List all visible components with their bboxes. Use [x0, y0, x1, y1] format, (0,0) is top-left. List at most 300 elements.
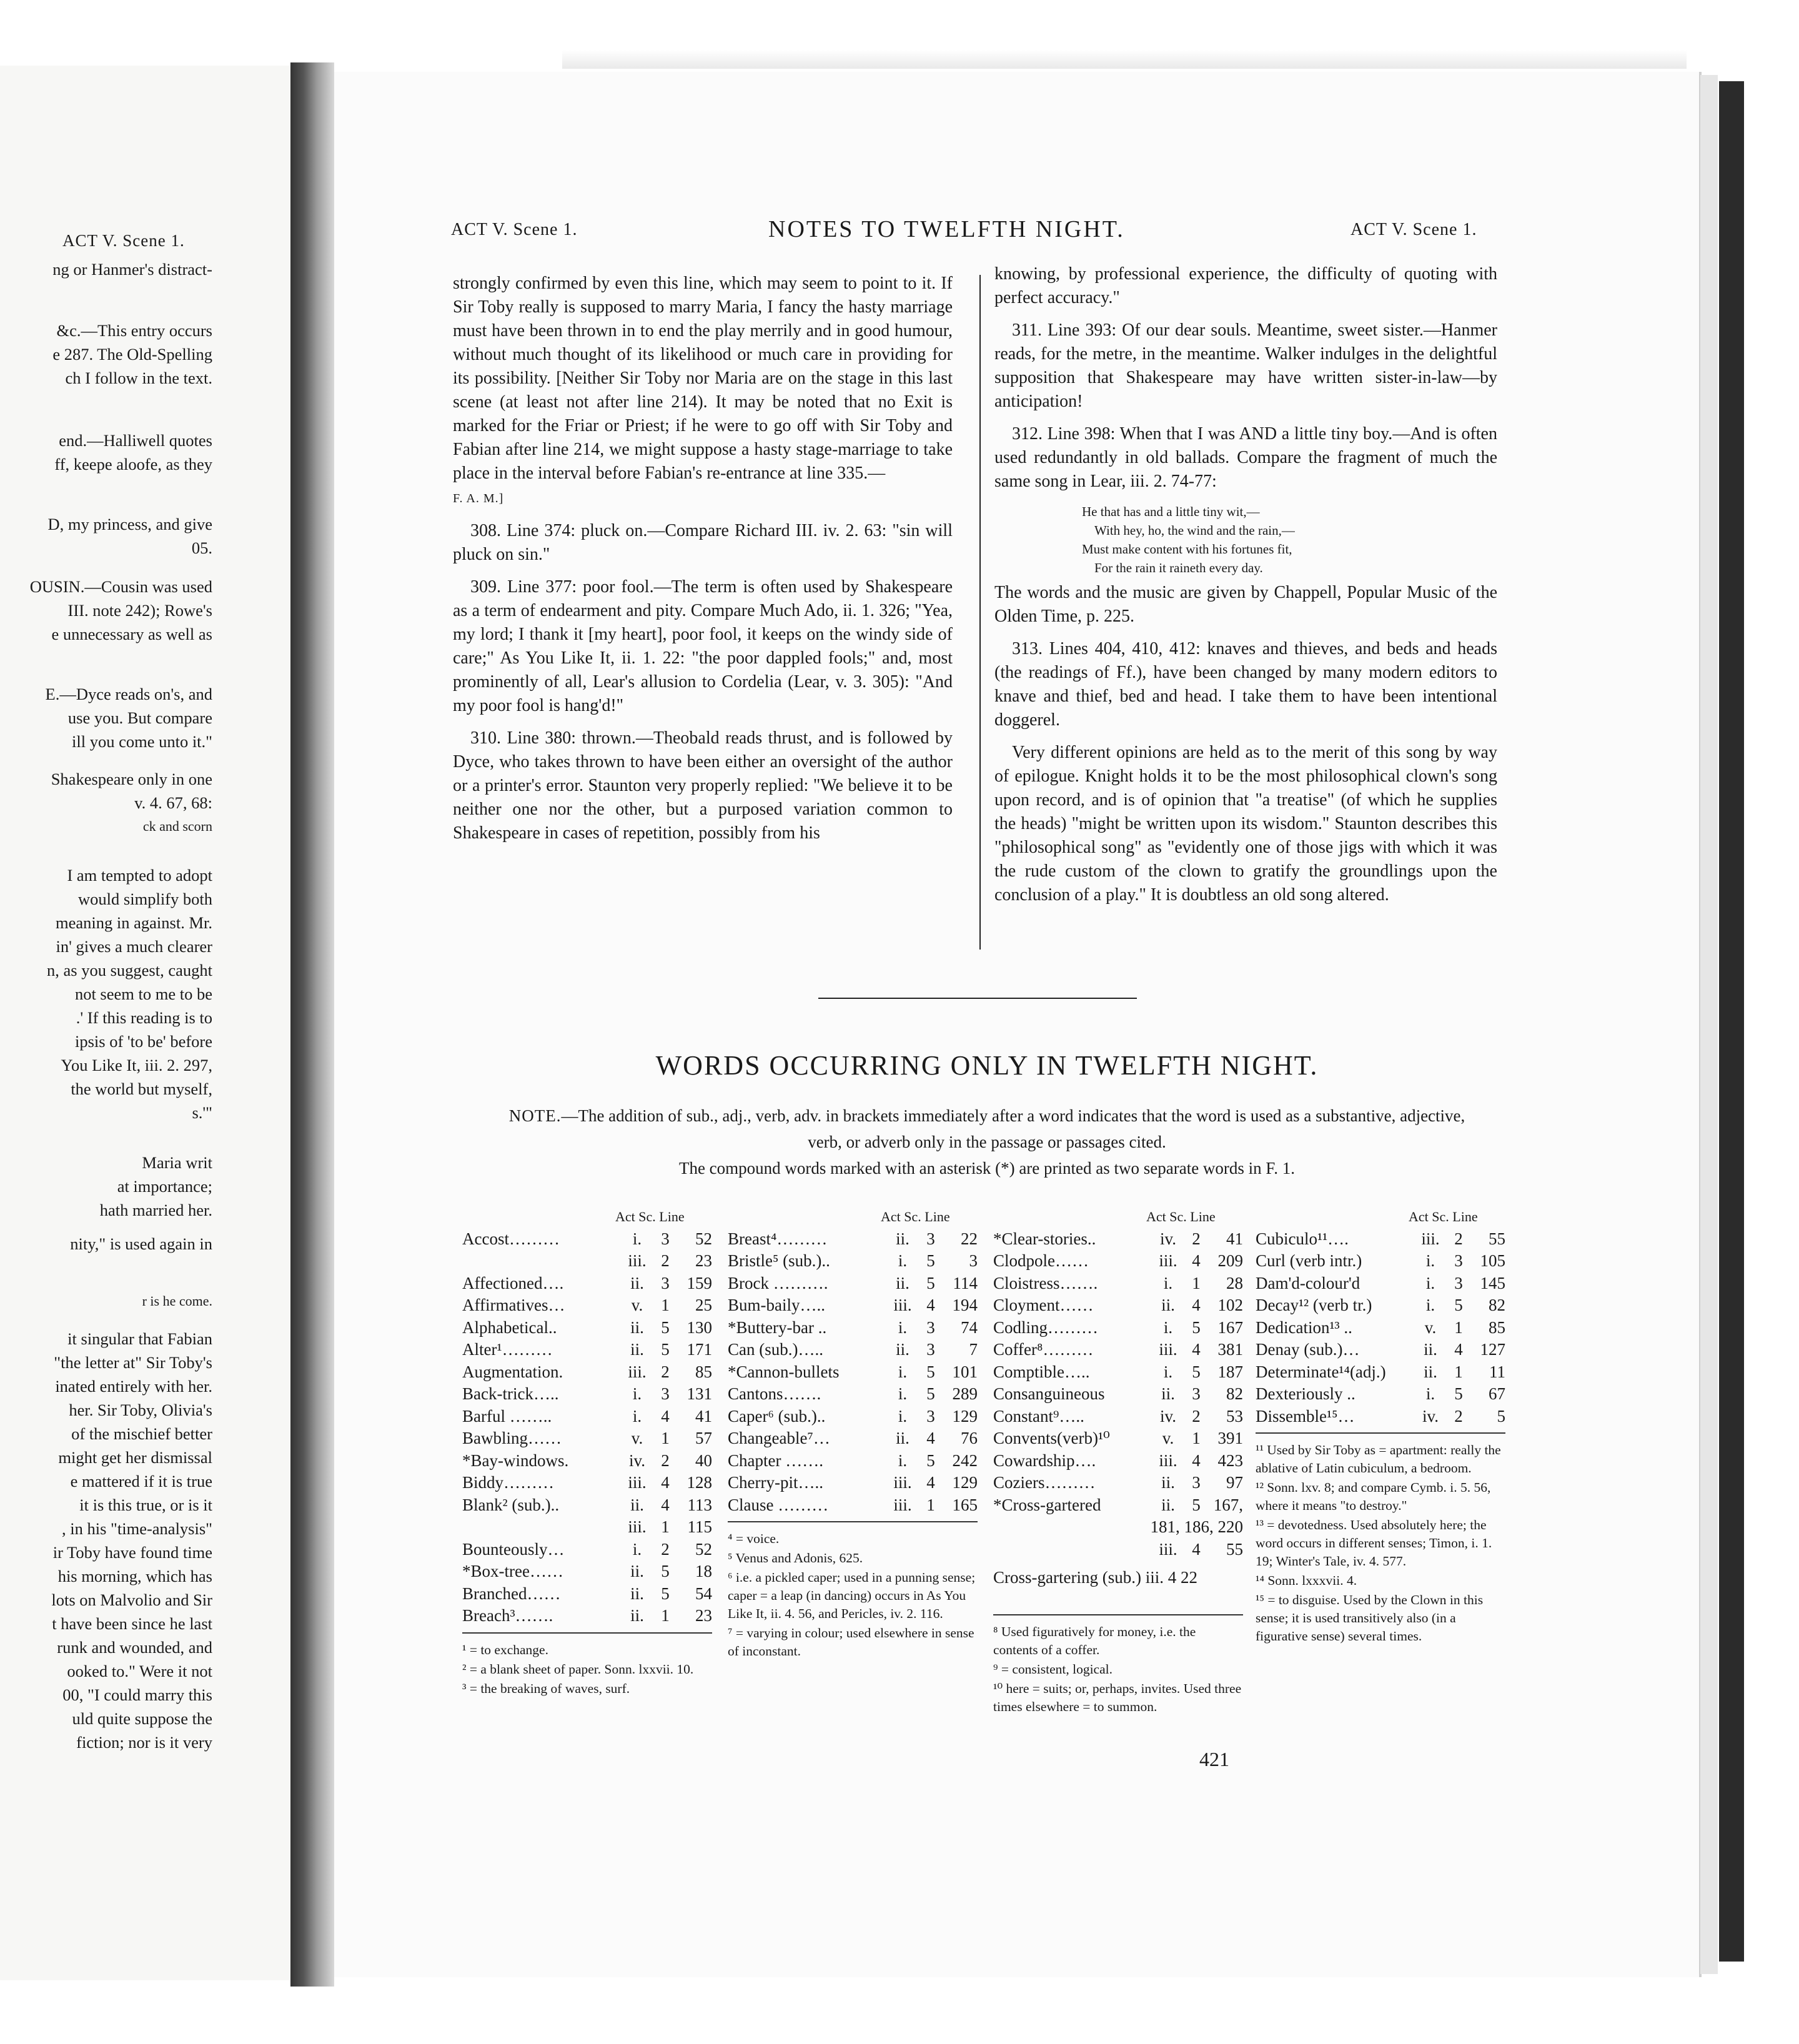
- table-row: [462, 1539, 712, 1561]
- word: *Cannon-bullets: [728, 1362, 840, 1381]
- line: 85: [695, 1362, 712, 1381]
- word: Barful ……..: [462, 1406, 552, 1426]
- word: Dam'd-colour'd: [1256, 1273, 1360, 1292]
- left-page-line: meaning in against. Mr.: [56, 913, 212, 932]
- scene: 3: [926, 1317, 935, 1337]
- scene: 4: [1192, 1539, 1201, 1559]
- scene: 5: [926, 1251, 935, 1270]
- left-page-line: III. note 242); Rowe's: [67, 601, 212, 620]
- left-page-line: use you. But compare: [67, 708, 212, 727]
- table-row: [462, 1427, 712, 1450]
- line: 40: [695, 1451, 712, 1470]
- scene: 1: [926, 1495, 935, 1514]
- line: 82: [1489, 1296, 1505, 1314]
- act: iv.: [1160, 1406, 1176, 1426]
- table-row: [462, 1250, 712, 1273]
- left-page-line: Maria writ: [142, 1153, 212, 1172]
- act: i.: [898, 1317, 908, 1337]
- footnote-rule: [728, 1521, 978, 1522]
- word: Changeable⁷…: [728, 1429, 830, 1447]
- line: 165: [952, 1495, 978, 1514]
- poem-line: He that has and a little tiny wit,—: [1082, 504, 1260, 519]
- footnote: ⁷ = varying in colour; used elsewhere in sense of inconstant.: [728, 1625, 974, 1659]
- left-page-line: , in his "time-analysis": [62, 1519, 212, 1538]
- scene: 1: [661, 1517, 670, 1536]
- word: Accost………: [462, 1229, 560, 1248]
- word: *Bay-windows.: [462, 1451, 569, 1470]
- scene: 2: [661, 1251, 670, 1270]
- footnotes-4: [1256, 1441, 1505, 1645]
- scene: 3: [661, 1384, 670, 1403]
- footnote: ⁸ Used figuratively for money, i.e. the contents of a coffer.: [993, 1624, 1196, 1657]
- table-header: Act Sc. Line: [881, 1209, 950, 1224]
- table-row: [462, 1605, 712, 1627]
- line: 127: [1480, 1340, 1505, 1359]
- table-row: [1256, 1294, 1505, 1317]
- scene: 5: [926, 1451, 935, 1470]
- scene: 4: [1454, 1340, 1463, 1359]
- word: Caper⁶ (sub.)..: [728, 1406, 826, 1426]
- word-list-2: [728, 1228, 978, 1517]
- table-row: [993, 1250, 1243, 1273]
- left-page-line: ff, keepe aloofe, as they: [54, 455, 212, 474]
- table-row: [1256, 1383, 1505, 1406]
- word: Denay (sub.)…: [1256, 1340, 1360, 1359]
- line: 25: [695, 1296, 712, 1314]
- line: 55: [1226, 1539, 1243, 1559]
- table-row: [728, 1406, 978, 1428]
- table-row: [993, 1450, 1243, 1472]
- word: Consanguineous: [993, 1384, 1105, 1403]
- left-page-line: fiction; nor is it very: [76, 1733, 212, 1752]
- act: ii.: [630, 1340, 644, 1359]
- act: i.: [1425, 1296, 1435, 1314]
- word: Back-trick…..: [462, 1384, 559, 1403]
- word: Constant⁹…..: [993, 1406, 1084, 1426]
- line: 82: [1226, 1384, 1243, 1403]
- line: 97: [1226, 1473, 1243, 1492]
- scene: 3: [1192, 1384, 1201, 1403]
- word: Curl (verb intr.): [1256, 1251, 1362, 1270]
- scene: 5: [926, 1384, 935, 1403]
- left-page-line: inated entirely with her.: [55, 1377, 212, 1396]
- line: 74: [961, 1317, 978, 1337]
- act: ii.: [630, 1273, 644, 1292]
- left-page-line: OUSIN.—Cousin was used: [29, 577, 212, 596]
- line: 85: [1489, 1317, 1505, 1337]
- footnote: ¹ = to exchange.: [462, 1642, 548, 1657]
- line: 130: [686, 1317, 712, 1337]
- word: Brock ……….: [728, 1273, 828, 1292]
- word: Alter¹………: [462, 1340, 553, 1359]
- act: ii.: [630, 1495, 644, 1514]
- words-note: [500, 1103, 1474, 1181]
- line: 3: [969, 1251, 978, 1270]
- table-row: [728, 1250, 978, 1273]
- word: Breach³…….: [462, 1606, 553, 1625]
- act: v.: [1162, 1429, 1174, 1447]
- act: ii.: [1161, 1495, 1175, 1514]
- table-row: [728, 1361, 978, 1384]
- left-page-line: nity," is used again in: [70, 1234, 212, 1253]
- left-page-line: it is this true, or is it: [79, 1496, 212, 1514]
- line: 28: [1226, 1273, 1243, 1292]
- left-page-line: might get her dismissal: [58, 1448, 212, 1467]
- word: [462, 1250, 618, 1273]
- footnote: ⁹ = consistent, logical.: [993, 1661, 1113, 1677]
- left-page-line: it singular that Fabian: [67, 1329, 212, 1348]
- word-list-3: [993, 1228, 1243, 1494]
- footnote: ⁵ Venus and Adonis, 625.: [728, 1550, 863, 1565]
- scene: 5: [1192, 1317, 1201, 1337]
- footnote: ⁶ i.e. a pickled caper; used in a punning sense; caper = a leap (in dancing) occurs in As You Like It, ii. 4. 56, and Pericles, iv. 2. 116.: [728, 1570, 976, 1621]
- left-page-line: e mattered if it is true: [70, 1472, 212, 1491]
- left-page-line: lots on Malvolio and Sir: [51, 1590, 212, 1609]
- left-page-line: ipsis of 'to be' before: [74, 1032, 212, 1051]
- table-row: [1256, 1339, 1505, 1361]
- word: Convents(verb)¹⁰: [993, 1429, 1110, 1447]
- left-page-line: the world but myself,: [71, 1079, 212, 1098]
- line: 423: [1217, 1451, 1243, 1470]
- line: 67: [1489, 1384, 1505, 1403]
- scene: 3: [926, 1340, 935, 1359]
- table-row: [993, 1317, 1243, 1339]
- line: 41: [695, 1406, 712, 1426]
- line: 41: [1226, 1229, 1243, 1248]
- scene: 3: [926, 1406, 935, 1426]
- footnote: ¹⁰ here = suits; or, perhaps, invites. Used three times elsewhere = to summon.: [993, 1680, 1242, 1714]
- scene: 1: [661, 1296, 670, 1314]
- scene: 3: [926, 1229, 935, 1248]
- footnote: ¹⁵ = to disguise. Used by the Clown in this sense; it is used transitively also (in a figurative sense) several times.: [1256, 1592, 1484, 1644]
- table-row: [993, 1361, 1243, 1384]
- act: iii.: [628, 1362, 647, 1381]
- word: Dexteriously ..: [1256, 1384, 1355, 1403]
- act: i.: [632, 1229, 642, 1248]
- scene: 5: [1454, 1384, 1463, 1403]
- table-row: [462, 1450, 712, 1472]
- table-row: [993, 1294, 1243, 1317]
- word: Decay¹² (verb tr.): [1256, 1296, 1372, 1314]
- scene: 2: [1454, 1406, 1463, 1426]
- act: ii.: [1161, 1384, 1175, 1403]
- table-row: [728, 1450, 978, 1472]
- word-table-3: [993, 1206, 1243, 1717]
- line: 289: [952, 1384, 978, 1403]
- line: 52: [695, 1229, 712, 1248]
- section-separator: [818, 998, 1137, 999]
- act: ii.: [1424, 1362, 1437, 1381]
- act: i.: [1163, 1317, 1173, 1337]
- table-row: [993, 1273, 1243, 1295]
- line: 167,: [1213, 1495, 1243, 1514]
- word: Biddy………: [462, 1473, 555, 1492]
- scene: 2: [1192, 1229, 1201, 1248]
- table-row: [462, 1361, 712, 1384]
- scene: 1: [1454, 1362, 1463, 1381]
- table-row: Cross-gartering (sub.) iii. 4 22: [993, 1568, 1197, 1587]
- table-row: [993, 1494, 1243, 1517]
- book-gutter: [290, 62, 334, 1987]
- word: Cantons…….: [728, 1384, 821, 1403]
- table-row: [462, 1583, 712, 1605]
- scene: 5: [926, 1362, 935, 1381]
- line: 105: [1480, 1251, 1505, 1270]
- act: v.: [631, 1429, 643, 1447]
- table-row: [993, 1406, 1243, 1428]
- word: Determinate¹⁴(adj.): [1256, 1362, 1386, 1381]
- table-row: [462, 1406, 712, 1428]
- scene: 1: [661, 1606, 670, 1625]
- word: Affectioned….: [462, 1273, 564, 1292]
- line: 53: [1226, 1406, 1243, 1426]
- note-313: 313. Lines 404, 410, 412: knaves and thieves, and beds and heads (the readings of Ff.), have been changed by many modern editors to knave and thief, bed and head. I take them to have been intentional doggerel.: [994, 639, 1497, 730]
- left-page-line: would simplify both: [78, 890, 212, 908]
- act: i.: [1425, 1251, 1435, 1270]
- line: 22: [961, 1229, 978, 1248]
- line: 242: [952, 1451, 978, 1470]
- scene: 4: [661, 1406, 670, 1426]
- line: 76: [961, 1429, 978, 1447]
- act: i.: [898, 1251, 908, 1270]
- table-row: [728, 1294, 978, 1317]
- table-row: [728, 1472, 978, 1494]
- scene: 3: [661, 1229, 670, 1248]
- running-head-right: ACT V. Scene 1.: [1350, 220, 1477, 239]
- act: iv.: [1160, 1229, 1176, 1248]
- act: ii.: [1161, 1296, 1175, 1314]
- scene: 5: [1454, 1296, 1463, 1314]
- scene: 3: [1454, 1251, 1463, 1270]
- left-page-line: e unnecessary as well as: [51, 625, 212, 643]
- word: Cowardship….: [993, 1451, 1096, 1470]
- act: i.: [1163, 1273, 1173, 1292]
- act: i.: [1425, 1384, 1435, 1403]
- word-list-4: [1256, 1228, 1505, 1428]
- line: 167: [1217, 1317, 1243, 1337]
- word-list-1: [462, 1228, 712, 1627]
- act: i.: [632, 1406, 642, 1426]
- word: Affirmatives…: [462, 1296, 565, 1314]
- footnote: ¹³ = devotedness. Used absolutely here; the word occurs in different senses; Timon, i. 1. 19; Winter's Tale, iv. 4. 577.: [1256, 1517, 1492, 1569]
- table-row: [462, 1383, 712, 1406]
- left-page-line: in' gives a much clearer: [56, 937, 212, 956]
- word: Breast⁴………: [728, 1229, 828, 1248]
- act: iii.: [628, 1251, 647, 1270]
- act: ii.: [630, 1562, 644, 1580]
- left-running-head: ACT V. Scene 1.: [62, 231, 185, 250]
- word: Coffer⁸………: [993, 1340, 1094, 1359]
- page-stack-edge: [1700, 75, 1718, 1974]
- footnotes-3: [993, 1623, 1243, 1716]
- note-continuation: strongly confirmed by even this line, which may seem to point to it. If Sir Toby really is supposed to marry Maria, I fancy the hasty marriage must have been thrown in to end the play merrily and in good humour, without much thought of its likelihood or much care in providing for its possibility. [Neither Sir Toby nor Maria are on the stage in this last scene (at least not after line 214). It may be noted that no Exit is marked for the Friar or Priest; if he were to go off with Sir Toby and Fabian after line 214, we might suppose a hasty stage-marriage to take place in the interval before Fabian's re-entrance at line 335.—: [453, 274, 953, 483]
- table-row: [462, 1516, 712, 1539]
- table-row: [728, 1427, 978, 1450]
- act: ii.: [1161, 1473, 1175, 1492]
- scene: 5: [661, 1340, 670, 1359]
- words-title: WORDS OCCURRING ONLY IN TWELFTH NIGHT.: [655, 1050, 1319, 1081]
- line: 113: [687, 1495, 712, 1514]
- scene: 2: [661, 1451, 670, 1470]
- left-page-line: runk and wounded, and: [57, 1638, 212, 1657]
- act: ii.: [896, 1429, 909, 1447]
- scene: 4: [1192, 1251, 1201, 1270]
- page-number: 421: [1199, 1748, 1229, 1770]
- running-head-left: ACT V. Scene 1.: [451, 220, 578, 239]
- left-page-line: ir Toby have found time: [52, 1543, 212, 1562]
- act: iii.: [1421, 1229, 1440, 1248]
- table-row: [462, 1560, 712, 1583]
- act: i.: [1163, 1362, 1173, 1381]
- word: Cloistress…….: [993, 1273, 1098, 1292]
- act: iii.: [1159, 1251, 1177, 1270]
- line: 181, 186, 220: [1150, 1517, 1243, 1536]
- scene: 3: [1454, 1273, 1463, 1292]
- left-page-line: ch I follow in the text.: [65, 369, 212, 387]
- footnote: ¹⁴ Sonn. lxxxvii. 4.: [1256, 1573, 1357, 1588]
- line: 145: [1480, 1273, 1505, 1292]
- table-row: [462, 1228, 712, 1251]
- word: Can (sub.)…..: [728, 1340, 823, 1359]
- table-row: [993, 1539, 1243, 1561]
- left-page-line: s.'": [192, 1103, 212, 1122]
- act: i.: [632, 1539, 642, 1559]
- left-page-line: ill you come unto it.": [71, 732, 212, 751]
- word: Cubiculo¹¹….: [1256, 1229, 1349, 1248]
- act: iii.: [628, 1473, 647, 1492]
- note-312-cont: The words and the music are given by Chappell, Popular Music of the Olden Time, p. 225.: [994, 583, 1497, 626]
- scene: 2: [661, 1362, 670, 1381]
- line: 101: [952, 1362, 978, 1381]
- table-row: [1256, 1361, 1505, 1384]
- left-page-line: "the letter at" Sir Toby's: [54, 1353, 212, 1372]
- table-row: [728, 1383, 978, 1406]
- line: 128: [686, 1473, 712, 1492]
- scene: 3: [661, 1273, 670, 1292]
- scene: 2: [1192, 1406, 1201, 1426]
- table-row: [993, 1427, 1243, 1450]
- scene: 4: [661, 1473, 670, 1492]
- act: i.: [1425, 1273, 1435, 1292]
- poem-line: With hey, ho, the wind and the rain,—: [1094, 523, 1295, 538]
- table-row: [993, 1228, 1243, 1251]
- word: *Clear-stories..: [993, 1229, 1096, 1248]
- left-page-line: Shakespeare only in one: [51, 770, 212, 788]
- word: Blank² (sub.)..: [462, 1495, 560, 1514]
- act: iii.: [1159, 1539, 1177, 1559]
- left-page-line: uld quite suppose the: [72, 1709, 212, 1728]
- word: Clause ………: [728, 1495, 829, 1514]
- table-row: [462, 1339, 712, 1361]
- act: iv.: [629, 1451, 645, 1470]
- left-page-line: v. 4. 67, 68:: [134, 793, 212, 812]
- notes-column-1: [453, 272, 953, 854]
- footnote: ⁴ = voice.: [728, 1531, 780, 1546]
- table-row: [728, 1273, 978, 1295]
- scene: 4: [926, 1429, 935, 1447]
- word: Bounteously…: [462, 1539, 565, 1559]
- line: 115: [687, 1517, 712, 1536]
- footnote: ¹² Sonn. lxv. 8; and compare Cymb. i. 5. 56, where it means "to destroy.": [1256, 1480, 1491, 1513]
- table-row: [462, 1294, 712, 1317]
- line: 381: [1217, 1340, 1243, 1359]
- left-page-line: E.—Dyce reads on's, and: [45, 685, 212, 703]
- note-text: —The addition of sub., adj., verb, adv. in brackets immediately after a word indicates that the word is used as a substantive, adjective, verb, or adverb only in the passage or passages cited.: [561, 1106, 1465, 1151]
- note-309: 309. Line 377: poor fool.—The term is often used by Shakespeare as a term of endearment and pity. Compare Much Ado, ii. 1. 326; "Yea, my lord; I thank it [my heart], poor fool, it keeps on the windy side of care;" As You Like It, ii. 1. 22: "the poor dappled fools;" and, most prominently of all, Lear's allusion to Cordelia (Lear, v. 3. 305): "And my poor fool is hang'd!": [453, 577, 953, 715]
- word: Bawbling……: [462, 1429, 562, 1447]
- table-header: Act Sc. Line: [1409, 1209, 1478, 1224]
- table-row: [728, 1228, 978, 1251]
- act: v.: [1424, 1317, 1437, 1337]
- table-row: [1256, 1317, 1505, 1339]
- word: *Buttery-bar ..: [728, 1317, 827, 1337]
- table-row: [462, 1273, 712, 1295]
- left-page-line: r is he come.: [142, 1293, 212, 1309]
- table-row: [1256, 1228, 1505, 1251]
- table-row: [1256, 1406, 1505, 1428]
- note-310: 310. Line 380: thrown.—Theobald reads thrust, and is followed by Dyce, who takes thrown to have been either an oversight of the author or a printer's error. Staunton very properly replied: "We believe it to be neither one nor the other, but a purposed variation common to Shakespeare in cases of repetition, possibly from his: [453, 728, 953, 843]
- table-row: [993, 1339, 1243, 1361]
- table-row: [993, 1383, 1243, 1406]
- act: iv.: [1422, 1406, 1439, 1426]
- word: Codling………: [993, 1317, 1099, 1337]
- word: *Box-tree……: [462, 1562, 563, 1580]
- table-row: [1256, 1273, 1505, 1295]
- left-page-line: at importance;: [117, 1177, 212, 1196]
- note-312: 312. Line 398: When that I was AND a little tiny boy.—And is often used redundantly in old ballads. Compare the fragment of much the same song in Lear, iii. 2. 74-77:: [994, 424, 1497, 491]
- scene: 5: [661, 1584, 670, 1603]
- word: Dedication¹³ ..: [1256, 1317, 1352, 1337]
- table-header: Act Sc. Line: [1146, 1209, 1216, 1224]
- left-page-line: ng or Hanmer's distract-: [52, 260, 212, 279]
- line: 7: [969, 1340, 978, 1359]
- line: 102: [1217, 1296, 1243, 1314]
- scene: 1: [1454, 1317, 1463, 1337]
- act: ii.: [630, 1317, 644, 1337]
- footnote-rule: [993, 1614, 1243, 1615]
- left-page-line: hath married her.: [99, 1201, 212, 1219]
- line: 114: [953, 1273, 978, 1292]
- scene: 2: [661, 1539, 670, 1559]
- line: 187: [1217, 1362, 1243, 1381]
- act: i.: [898, 1384, 908, 1403]
- footnote: ¹¹ Used by Sir Toby as = apartment: really the ablative of Latin cubiculum, a bedroom.: [1256, 1442, 1501, 1476]
- table-row: [462, 1494, 712, 1517]
- line: 391: [1217, 1429, 1243, 1447]
- note-313-cont: Very different opinions are held as to the merit of this song by way of epilogue. Knight holds it to be the most philosophical clown's song upon record, and is of opinion that "a treatise" (of which he supplies the heads) "might be written upon its wisdom." Staunton describes this "philosophical song" as "evidently one of those jigs with which it was the rude custom of the clown to gratify the groundlings upon the conclusion of a play." It is doubtless an old song altered.: [994, 743, 1497, 905]
- act: i.: [632, 1384, 642, 1403]
- table-row: [728, 1317, 978, 1339]
- left-page-line: not seem to me to be: [74, 985, 212, 1003]
- scene: 5: [1192, 1362, 1201, 1381]
- word: Alphabetical..: [462, 1317, 557, 1337]
- page-top-edge: [562, 50, 1687, 69]
- line: 23: [695, 1606, 712, 1625]
- note-311: 311. Line 393: Of our dear souls. Meantime, sweet sister.—Hanmer reads, for the metre, in the meantime. Walker indulges in the delightful supposition that Shakespeare may have written sister-in-law—by anticipation!: [994, 320, 1497, 411]
- table-row: [728, 1339, 978, 1361]
- table-row: [993, 1472, 1243, 1494]
- act: ii.: [896, 1229, 909, 1248]
- line: 55: [1489, 1229, 1505, 1248]
- act: iii.: [1159, 1451, 1177, 1470]
- scene: 1: [661, 1429, 670, 1447]
- line: 194: [952, 1296, 978, 1314]
- line: 131: [686, 1384, 712, 1403]
- scene: 4: [661, 1495, 670, 1514]
- line: 52: [695, 1539, 712, 1559]
- line: 5: [1497, 1406, 1505, 1426]
- scene: 3: [1192, 1473, 1201, 1492]
